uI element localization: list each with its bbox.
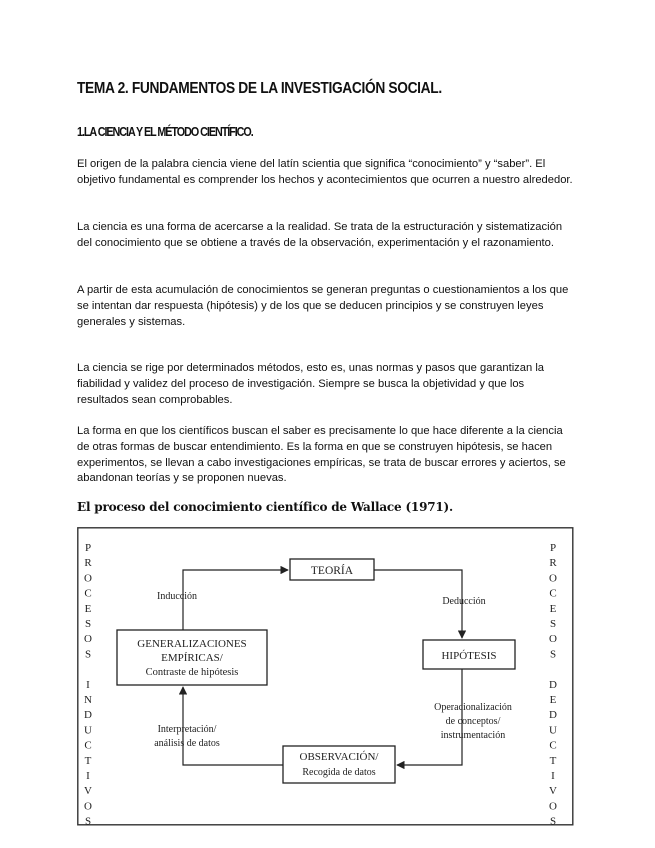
- side-letter: R: [84, 557, 92, 570]
- side-letter: E: [84, 602, 92, 615]
- left-side-letters: [84, 542, 92, 827]
- side-letter: O: [84, 633, 92, 646]
- section-title: 1.LA CIENCIA Y EL MÉTODO CIENTÍFICO.: [77, 125, 253, 139]
- paragraph-hypothesis: A partir de esta acumulación de conocimientos se generan preguntas o cuestionamientos a los que se intentan dar respuesta (hipótesis) y de los que se deducen principios y se construyen leyes generales y sistemas.: [77, 284, 569, 328]
- side-letter: U: [549, 724, 557, 737]
- side-letter: D: [549, 678, 557, 691]
- side-letter: O: [549, 800, 557, 813]
- side-letter: U: [84, 724, 92, 737]
- side-letter: T: [549, 754, 557, 767]
- side-letter: D: [549, 709, 557, 722]
- side-letter: S: [549, 618, 557, 630]
- wallace-diagram: [77, 527, 574, 827]
- label-deduccion: Deducción: [442, 596, 486, 607]
- generalizaciones-line2: EMPÍRICAS/: [161, 652, 223, 664]
- label-operacionalizacion-3: instrumentación: [440, 730, 506, 741]
- generalizaciones-line1: GENERALIZACIONES: [137, 638, 247, 650]
- teoria-label: TEORÍA: [310, 565, 354, 577]
- side-letter: O: [84, 800, 92, 813]
- side-letter: E: [549, 602, 557, 615]
- hipotesis-label: HIPÓTESIS: [441, 650, 497, 662]
- side-letter: E: [549, 694, 557, 706]
- side-letter: C: [84, 739, 92, 752]
- side-letter: P: [84, 542, 92, 554]
- side-letter: O: [84, 572, 92, 585]
- generalizaciones-line3: Contraste de hipótesis: [145, 667, 239, 678]
- side-letter: S: [549, 648, 557, 661]
- side-letter: V: [549, 785, 557, 798]
- page-title: TEMA 2. FUNDAMENTOS DE LA INVESTIGACIÓN SOCIAL.: [77, 80, 442, 97]
- label-interpretacion-1: Interpretación/: [157, 724, 217, 735]
- side-letter: S: [84, 648, 92, 661]
- label-interpretacion-2: análisis de datos: [154, 738, 220, 749]
- side-letter: S: [84, 815, 92, 827]
- side-letter: V: [84, 785, 92, 798]
- side-letter: C: [549, 739, 557, 752]
- label-operacionalizacion-2: de conceptos/: [445, 716, 501, 727]
- side-letter: S: [549, 815, 557, 827]
- side-letter: S: [84, 618, 92, 630]
- paragraph-origin: El origen de la palabra ciencia viene del latín scientia que significa “conocimiento” y “saber”. El objetivo fundamental es comprender los hechos y acontecimientos que ocurren a nuestro alrededor.: [77, 158, 573, 186]
- side-letter: I: [86, 678, 90, 691]
- side-letter: O: [549, 572, 557, 585]
- observacion-line2: Recogida de datos: [302, 767, 376, 778]
- paragraph-scientists: La forma en que los científicos buscan el saber es precisamente lo que hace diferente a la ciencia de otras formas de buscar entendimiento. Es la forma en que se construyen hipótesis, se hacen experimentos, se llevan a cabo investigaciones empíricas, se trata de buscar errores y aciertos, se abandonan teorías y se proponen nuevas.: [77, 425, 566, 485]
- side-letter: T: [84, 754, 92, 767]
- side-letter: C: [84, 587, 92, 600]
- side-letter: O: [549, 633, 557, 646]
- side-letter: R: [549, 557, 557, 570]
- side-letter: N: [84, 694, 92, 706]
- side-letter: I: [86, 770, 90, 782]
- arrow-induccion: [183, 570, 288, 630]
- observacion-line1: OBSERVACIÓN/: [299, 751, 379, 763]
- paragraph-methods: La ciencia se rige por determinados métodos, esto es, unas normas y pasos que garantizan la fiabilidad y validez del proceso de investigación. Siempre se busca la objetividad y que los resultados sean comprobables.: [77, 362, 545, 406]
- side-letter: C: [549, 587, 557, 600]
- side-letter: P: [549, 542, 557, 554]
- paragraph-definition: La ciencia es una forma de acercarse a la realidad. Se trata de la estructuración y sistematización del conocimiento que se obtiene a través de la observación, experimentación y el razonamiento.: [77, 221, 563, 249]
- side-letter: D: [84, 709, 92, 722]
- right-side-letters: [549, 542, 557, 827]
- side-letter: I: [551, 770, 555, 782]
- label-induccion: Inducción: [157, 591, 197, 602]
- label-operacionalizacion-1: Operacionalización: [434, 702, 512, 713]
- figure-caption: El proceso del conocimiento científico de Wallace (1971).: [77, 500, 453, 514]
